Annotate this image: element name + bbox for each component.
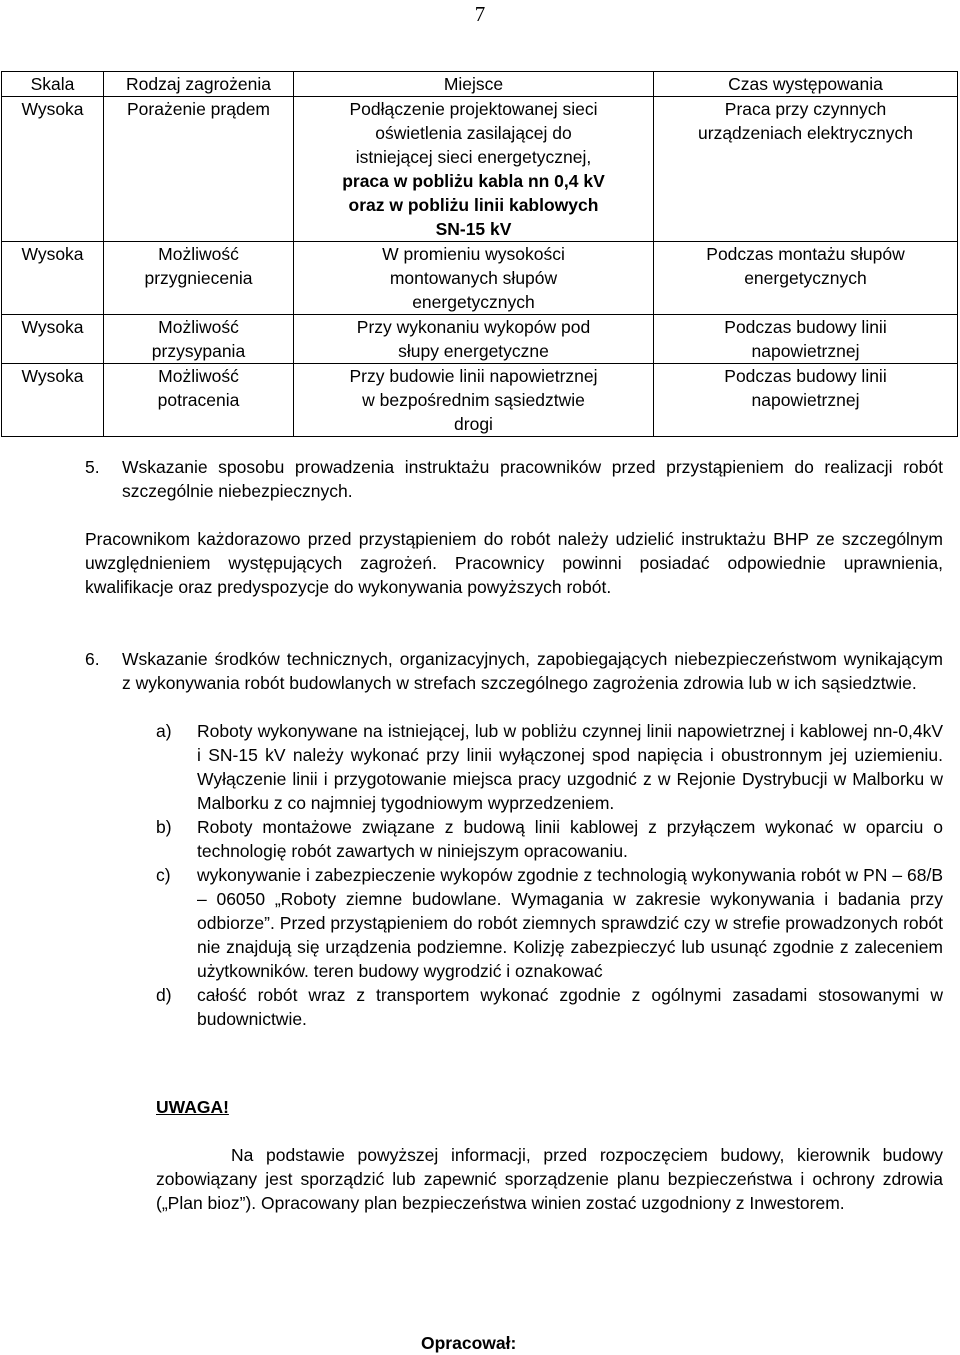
cell-place-text: Podłączenie projektowanej sieci oświetlenia zasilającej do istniejącej sieci energetycznej, (349, 99, 598, 167)
cell-hazard: Możliwość potracenia (104, 364, 294, 437)
risk-table (1, 71, 958, 437)
section-6 (85, 647, 943, 695)
cell-scale: Wysoka (2, 97, 104, 242)
list-item (156, 719, 943, 815)
list-item (156, 815, 943, 863)
table-row (2, 97, 958, 242)
list-item-text: Roboty wykonywane na istniejącej, lub w pobliżu czynnej linii napowietrznej i kablowej nn-0,4kV i SN-15 kV należy wykonać przy linii wyłączonej spod napięcia i obustronnym jej uziemieniu. Wyłączenie linii i przygotowanie miejsca pracy uzgodnić z w Rejonie Dystrybucji w Malborku w Malborku z co najmniej tygodniowym wyprzedzeniem. (197, 721, 943, 813)
paragraph-bioz-plan: Na podstawie powyższej informacji, przed rozpoczęciem budowy, kierownik budowy zobowiązany jest sporządzić lub zapewnić sporządzenie planu bezpieczeństwa i ochrony zdrowia („Plan bioz”). Opracowany plan bezpieczeństwa winien zostać uzgodniony z Inwestorem. (156, 1145, 943, 1213)
page-number: 7 (474, 2, 486, 26)
header-occurrence-time: Czas występowania (654, 72, 958, 97)
list-item-marker: b) (156, 817, 172, 837)
cell-hazard: Możliwość przygniecenia (104, 242, 294, 315)
cell-time: Praca przy czynnych urządzeniach elektrycznych (654, 97, 958, 242)
header-scale: Skala (2, 72, 104, 97)
cell-scale: Wysoka (2, 315, 104, 364)
measures-list (156, 719, 943, 1031)
cell-place (294, 97, 654, 242)
section-5 (85, 455, 943, 503)
table-row (2, 242, 958, 315)
cell-scale: Wysoka (2, 364, 104, 437)
section-5-number: 5. (85, 457, 100, 477)
cell-place: W promieniu wysokości montowanych słupów energetycznych (294, 242, 654, 315)
cell-time: Podczas montażu słupów energetycznych (654, 242, 958, 315)
table-row (2, 315, 958, 364)
header-place: Miejsce (294, 72, 654, 97)
cell-hazard: Porażenie prądem (104, 97, 294, 242)
list-item-marker: a) (156, 721, 172, 741)
cell-time: Podczas budowy linii napowietrznej (654, 315, 958, 364)
warning-label: UWAGA! (156, 1097, 229, 1117)
section-5-heading: Wskazanie sposobu prowadzenia instruktażu pracowników przed przystąpieniem do realizacji robót szczególnie niebezpiecznych. (122, 457, 943, 501)
cell-place: Przy wykonaniu wykopów pod słupy energetyczne (294, 315, 654, 364)
paragraph-instruction: Pracownikom każdorazowo przed przystąpieniem do robót należy udzielić instruktażu BHP ze szczególnym uwzględnieniem występujących zagrożeń. Pracownicy powinni posiadać odpowiednie uprawnienia, kwalifikacje oraz predyspozycje do wykonywania powyższych robót. (85, 529, 943, 597)
cell-place: Przy budowie linii napowietrznej w bezpośrednim sąsiedztwie drogi (294, 364, 654, 437)
list-item-marker: c) (156, 865, 171, 885)
header-hazard-type: Rodzaj zagrożenia (104, 72, 294, 97)
table-row (2, 364, 958, 437)
table-header-row (2, 72, 958, 97)
cell-hazard: Możliwość przysypania (104, 315, 294, 364)
list-item (156, 983, 943, 1031)
cell-time: Podczas budowy linii napowietrznej (654, 364, 958, 437)
list-item (156, 863, 943, 983)
section-6-heading: Wskazanie środków technicznych, organizacyjnych, zapobiegających niebezpieczeństwom wynikającym z wykonywania robót budowlanych w strefach szczególnego zagrożenia zdrowia lub w ich sąsiedztwie. (122, 649, 943, 693)
signature-label: Opracował: (421, 1333, 517, 1353)
list-item-text: Roboty montażowe związane z budową linii kablowej z przyłączem wykonać w oparciu o technologię robót zawartych w niniejszym opracowaniu. (197, 817, 943, 861)
list-item-text: całość robót wraz z transportem wykonać zgodnie z ogólnymi zasadami stosowanymi w budownictwie. (197, 985, 943, 1029)
list-item-marker: d) (156, 985, 172, 1005)
section-6-number: 6. (85, 649, 100, 669)
list-item-text: wykonywanie i zabezpieczenie wykopów zgodnie z technologią wykonywania robót w PN – 68/B – 06050 „Roboty ziemne budowlane. Wymagania w zakresie wykonywania i badania przy odbiorze”. Przed przystąpieniem do robót ziemnych sprawdzić czy w strefie prowadzonych robót nie znajdują się urządzenia podziemne. Kolizję zabezpieczyć lub usunąć zgodnie z zaleceniem użytkowników. teren budowy wygrodzić i oznakować (197, 865, 943, 981)
cell-scale: Wysoka (2, 242, 104, 315)
cell-place-bold-text: praca w pobliżu kabla nn 0,4 kV oraz w pobliżu linii kablowych SN-15 kV (342, 171, 605, 239)
